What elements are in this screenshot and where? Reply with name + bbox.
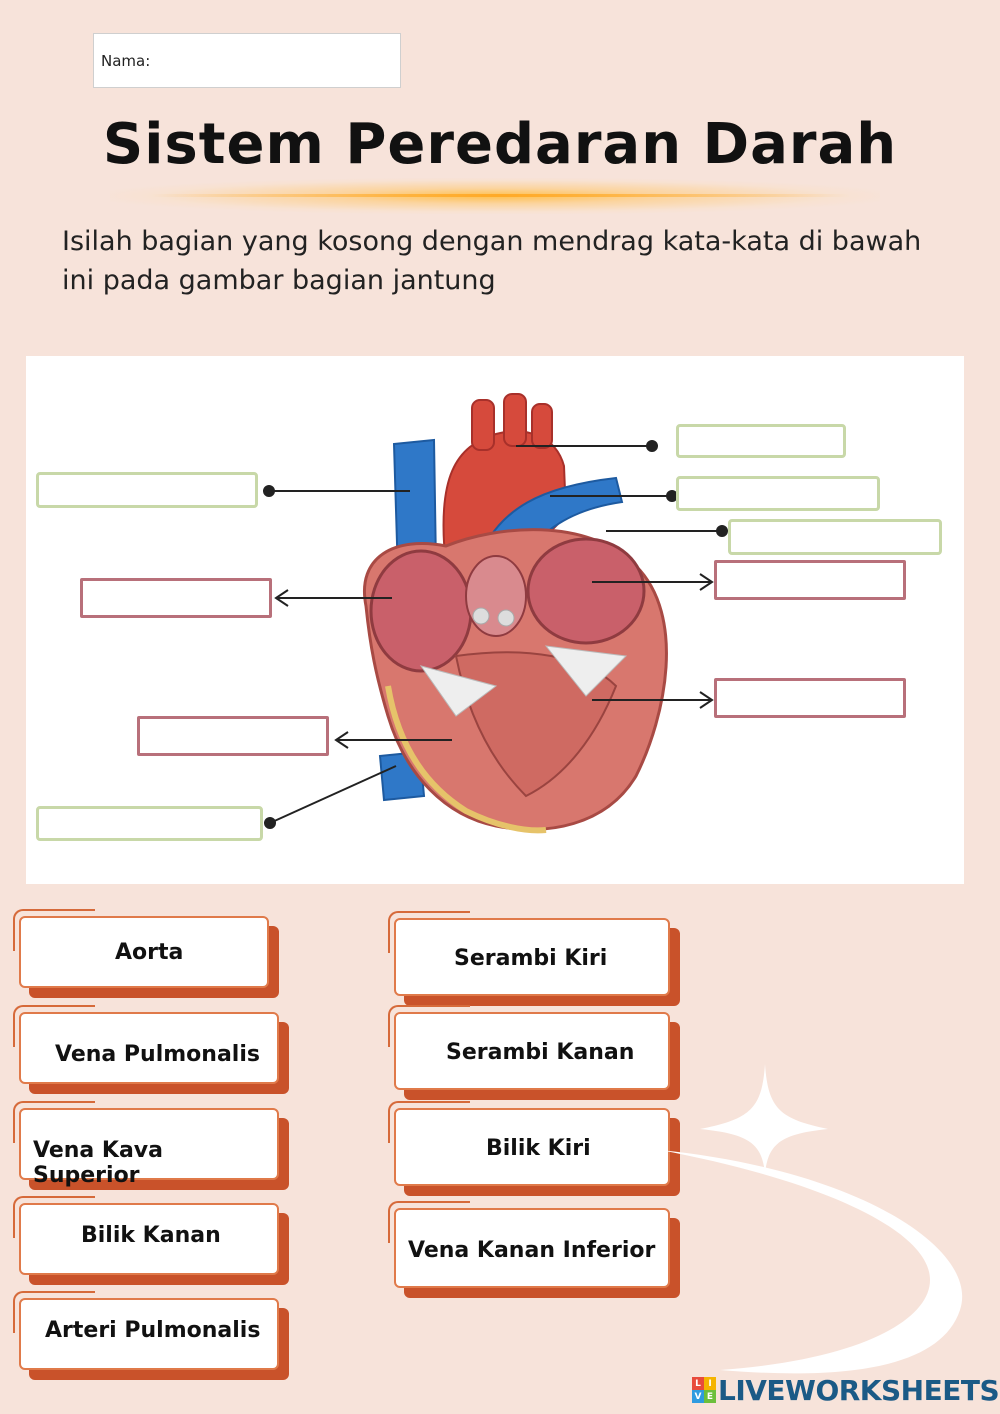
drop-zone-5[interactable] <box>80 578 272 618</box>
liveworksheets-brand <box>692 1372 999 1408</box>
page-title: Sistem Peredaran Darah <box>102 112 898 177</box>
word-chip-serambi-kiri[interactable] <box>394 918 670 996</box>
word-chip-label: Arteri Pulmonalis <box>45 1318 261 1343</box>
drop-zone-1[interactable] <box>676 424 846 458</box>
title-glow-line <box>150 194 850 197</box>
word-chip-label: Vena Kanan Inferior <box>408 1238 656 1263</box>
word-chip-label: Bilik Kiri <box>486 1136 591 1161</box>
word-chip-label: Serambi Kanan <box>446 1040 635 1065</box>
word-chip-arteri-pulmonalis[interactable] <box>19 1298 279 1370</box>
word-chip-vena-pulmonalis[interactable] <box>19 1012 279 1084</box>
name-label: Nama: <box>101 52 151 70</box>
decorative-arc <box>560 1130 980 1390</box>
word-chip-label: Aorta <box>115 940 184 965</box>
word-chip-serambi-kanan[interactable] <box>394 1012 670 1090</box>
drop-zone-3[interactable] <box>676 476 880 511</box>
heart-diagram-panel <box>26 356 964 884</box>
word-chip-label: Vena Pulmonalis <box>55 1042 260 1067</box>
drop-zone-6[interactable] <box>714 560 906 600</box>
instruction-text: Isilah bagian yang kosong dengan mendrag kata-kata di bawah ini pada gambar bagian jantung <box>62 226 922 296</box>
drop-zone-7[interactable] <box>714 678 906 718</box>
drop-zone-9[interactable] <box>36 806 263 841</box>
word-chip-label: Serambi Kiri <box>454 946 608 971</box>
word-chip-aorta[interactable] <box>19 916 269 988</box>
liveworksheets-logo-icon: L I V E <box>692 1377 716 1403</box>
drop-zone-4[interactable] <box>728 519 942 555</box>
word-chip-label: Bilik Kanan <box>81 1223 221 1248</box>
name-field[interactable] <box>93 33 401 88</box>
word-chip-vena-kava-superior[interactable] <box>19 1108 279 1188</box>
drop-zone-8[interactable] <box>137 716 329 756</box>
word-chip-label: Vena Kava Superior <box>33 1138 163 1188</box>
drop-zone-2[interactable] <box>36 472 258 508</box>
word-chip-bilik-kanan[interactable] <box>19 1203 279 1275</box>
brand-text: LIVEWORKSHEETS <box>718 1373 1000 1407</box>
